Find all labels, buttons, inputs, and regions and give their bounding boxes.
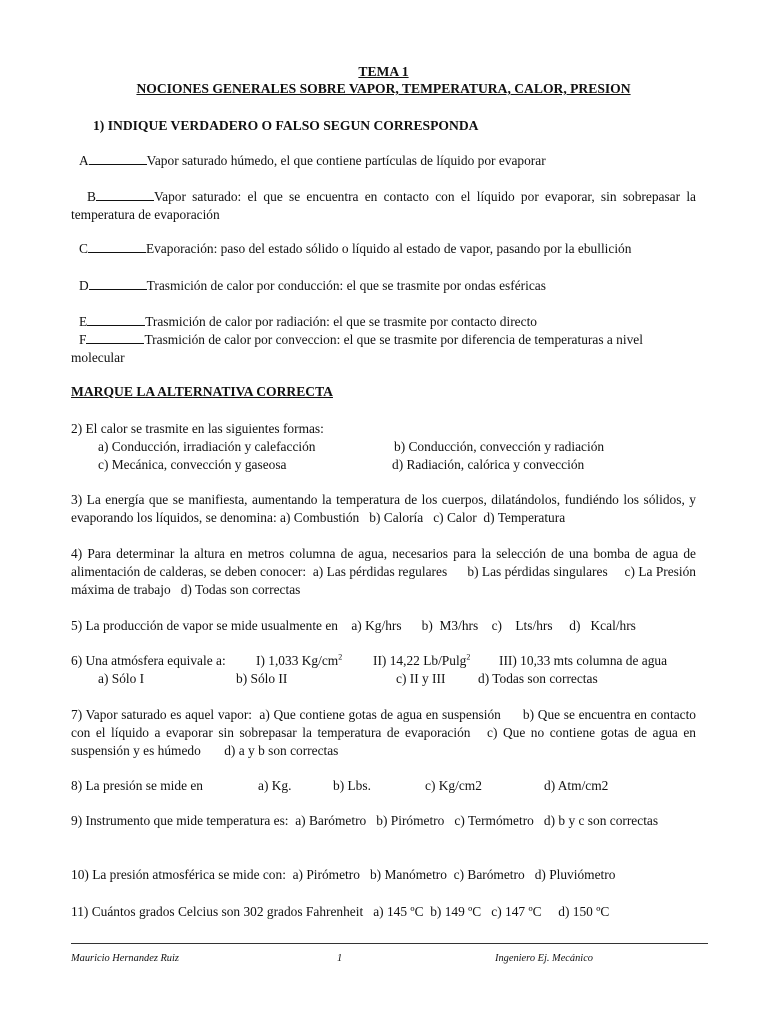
tf-letter: D <box>79 278 89 293</box>
tf-text: Trasmición de calor por conducción: el que se trasmite por ondas esféricas <box>146 278 546 293</box>
question-8-stem: 8) La presión se mide en <box>71 778 204 793</box>
tf-text: Vapor saturado: el que se encuentra en contacto con el líquido por evaporar, sin sobrepasar la temperatura de evaporación <box>71 189 696 222</box>
tf-letter: A <box>79 153 89 168</box>
question-11: 11) Cuántos grados Celcius son 302 grados Fahrenheit a) 145 ºC b) 149 ºC c) 147 ºC d) 150 ºC <box>71 904 610 919</box>
q6-statement-i <box>256 652 342 670</box>
tf-letter: E <box>79 314 88 329</box>
tf-text: Evaporación: paso del estado sólido o líquido al estado de vapor, pasando por la ebullición <box>145 241 632 256</box>
tf-item-c <box>71 240 696 258</box>
tf-text: Trasmición de calor por radiación: el que se trasmite por contacto directo <box>145 314 537 329</box>
footer-rule <box>71 943 708 944</box>
tf-item-b <box>71 188 696 224</box>
tf-item-e <box>71 313 696 331</box>
q8-option-b[interactable]: b) Lbs. <box>333 778 371 793</box>
question-6-stem: 6) Una atmósfera equivale a: <box>71 653 226 668</box>
question-4: 4) Para determinar la altura en metros columna de agua, necesarios para la selección de una bomba de agua de alimentación de calderas, se deben conocer: a) Las pérdidas regulares b) Las pérdidas singulares c) La Presión máxima de trabajo d) Todas son correctas <box>71 546 700 597</box>
tf-text: Trasmición de calor por conveccion: el que se trasmite por diferencia de temperaturas a nivel molecular <box>71 332 643 365</box>
q6-statement-i-text: I) 1,033 Kg/cm <box>256 653 339 668</box>
tf-letter: F <box>79 332 87 347</box>
answer-blank[interactable] <box>87 313 145 326</box>
question-7: 7) Vapor saturado es aquel vapor: a) Que contiene gotas de agua en suspensión b) Que se encuentra en contacto con el líquido a evaporar sin sobrepasar la temperatura de evaporación c) Que no contiene gotas de agua en suspensión y es húmedo d) a y b son correctas <box>71 707 700 758</box>
q6-statement-ii-text: II) 14,22 Lb/Pulg <box>373 653 467 668</box>
answer-blank[interactable] <box>86 331 144 344</box>
question-2-stem: 2) El calor se trasmite en las siguientes formas: <box>71 421 324 436</box>
q6-option-a[interactable]: a) Sólo I <box>98 671 145 686</box>
footer-role: Ingeniero Ej. Mecánico <box>495 953 594 964</box>
footer-author: Mauricio Hernandez Ruiz <box>71 953 179 964</box>
superscript: 2 <box>466 652 471 662</box>
q6-option-c[interactable]: c) II y III <box>396 671 446 686</box>
tf-item-d <box>71 277 696 295</box>
document-page <box>71 0 700 1024</box>
tf-letter: C <box>79 241 88 256</box>
q2-option-b[interactable]: b) Conducción, convección y radiación <box>394 439 605 454</box>
section2-heading: MARQUE LA ALTERNATIVA CORRECTA <box>71 384 333 399</box>
tf-item-f <box>71 331 696 367</box>
q6-statement-ii <box>373 652 470 670</box>
tf-letter: B <box>87 189 96 204</box>
question-9: 9) Instrumento que mide temperatura es: a) Barómetro b) Pirómetro c) Termómetro d) b y c son correctas <box>71 813 659 828</box>
tema-title: TEMA 1 <box>358 64 409 79</box>
tf-text: Vapor saturado húmedo, el que contiene partículas de líquido por evaporar <box>146 153 546 168</box>
question-3: 3) La energía que se manifiesta, aumentando la temperatura de los cuerpos, dilatándolos, fundiéndo los sólidos, y evaporando los líquidos, se denomina: a) Combustión b) Caloría c) Calor d) Temperatura <box>71 492 700 525</box>
answer-blank[interactable] <box>89 152 147 165</box>
answer-blank[interactable] <box>88 240 146 253</box>
q6-statement-iii: III) 10,33 mts columna de agua <box>499 653 668 668</box>
q2-option-c[interactable]: c) Mecánica, convección y gaseosa <box>98 457 287 472</box>
question-5: 5) La producción de vapor se mide usualmente en a) Kg/hrs b) M3/hrs c) Lts/hrs d) Kcal/hrs <box>71 618 636 633</box>
section1-heading: 1) INDIQUE VERDADERO O FALSO SEGUN CORRESPONDA <box>93 118 479 133</box>
question-10: 10) La presión atmosférica se mide con: a) Pirómetro b) Manómetro c) Barómetro d) Pluviómetro <box>71 867 616 882</box>
document-subtitle: NOCIONES GENERALES SOBRE VAPOR, TEMPERATURA, CALOR, PRESION <box>136 81 631 96</box>
q6-option-b[interactable]: b) Sólo II <box>236 671 288 686</box>
q8-option-d[interactable]: d) Atm/cm2 <box>544 778 609 793</box>
q2-option-a[interactable]: a) Conducción, irradiación y calefacción <box>98 439 316 454</box>
q8-option-c[interactable]: c) Kg/cm2 <box>425 778 482 793</box>
q6-option-d[interactable]: d) Todas son correctas <box>478 671 598 686</box>
q2-option-d[interactable]: d) Radiación, calórica y convección <box>392 457 585 472</box>
answer-blank[interactable] <box>96 188 154 201</box>
tf-item-a <box>71 152 696 170</box>
superscript: 2 <box>338 652 343 662</box>
q8-option-a[interactable]: a) Kg. <box>258 778 292 793</box>
footer-page-number: 1 <box>337 953 343 964</box>
answer-blank[interactable] <box>89 277 147 290</box>
